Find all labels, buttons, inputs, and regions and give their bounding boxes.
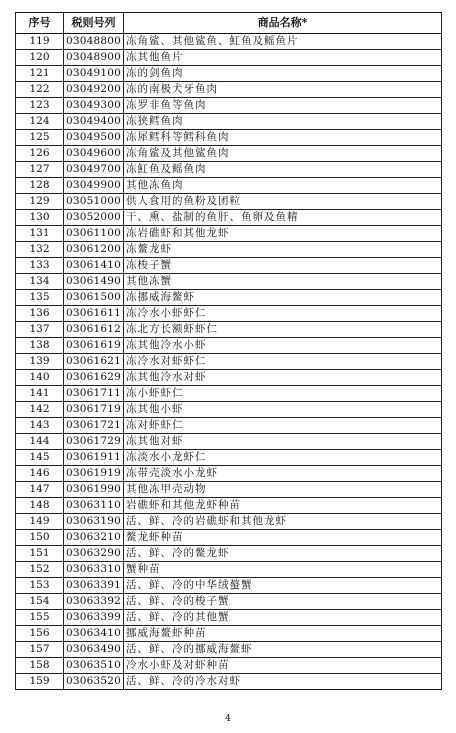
row-name: 冻鳌龙虾 — [124, 242, 442, 258]
row-code: 03063110 — [64, 498, 124, 514]
table-row — [16, 178, 442, 194]
row-code: 03061490 — [64, 274, 124, 290]
table-row — [16, 482, 442, 498]
row-seq: 144 — [16, 434, 64, 450]
table-row — [16, 162, 442, 178]
table-row — [16, 226, 442, 242]
row-seq: 149 — [16, 514, 64, 530]
row-seq: 155 — [16, 610, 64, 626]
row-code: 03063520 — [64, 674, 124, 690]
row-seq: 132 — [16, 242, 64, 258]
row-code: 03049100 — [64, 66, 124, 82]
table-body — [16, 34, 442, 690]
row-code: 03048800 — [64, 34, 124, 50]
row-code: 03063290 — [64, 546, 124, 562]
table-row — [16, 210, 442, 226]
row-code: 03049500 — [64, 130, 124, 146]
table-row — [16, 578, 442, 594]
table-row — [16, 642, 442, 658]
row-name: 冻其他对虾 — [124, 434, 442, 450]
row-seq: 121 — [16, 66, 64, 82]
row-name: 冻岩礁虾和其他龙虾 — [124, 226, 442, 242]
table-row — [16, 34, 442, 50]
page-number: 4 — [225, 714, 231, 724]
row-name: 挪威海鳌虾种苗 — [124, 626, 442, 642]
row-name: 冻小虾虾仁 — [124, 386, 442, 402]
table-row — [16, 82, 442, 98]
row-name: 冻其他冷水小虾 — [124, 338, 442, 354]
row-name: 冻北方长额虾虾仁 — [124, 322, 442, 338]
table-row — [16, 610, 442, 626]
row-name: 蟹种苗 — [124, 562, 442, 578]
row-seq: 140 — [16, 370, 64, 386]
row-seq: 127 — [16, 162, 64, 178]
row-code: 03061500 — [64, 290, 124, 306]
row-name: 冻罗非鱼等鱼肉 — [124, 98, 442, 114]
table-row — [16, 562, 442, 578]
row-seq: 126 — [16, 146, 64, 162]
row-code: 03061911 — [64, 450, 124, 466]
row-code: 03049300 — [64, 98, 124, 114]
row-code: 03061729 — [64, 434, 124, 450]
row-seq: 124 — [16, 114, 64, 130]
row-seq: 137 — [16, 322, 64, 338]
row-name: 活、鲜、冷的冷水对虾 — [124, 674, 442, 690]
row-seq: 139 — [16, 354, 64, 370]
row-name: 活、鲜、冷的其他蟹 — [124, 610, 442, 626]
row-code: 03063490 — [64, 642, 124, 658]
table-row — [16, 66, 442, 82]
row-code: 03063190 — [64, 514, 124, 530]
row-seq: 138 — [16, 338, 64, 354]
row-code: 03061629 — [64, 370, 124, 386]
row-code: 03048900 — [64, 50, 124, 66]
row-seq: 157 — [16, 642, 64, 658]
table-row — [16, 402, 442, 418]
row-name: 冻角鲨及其他鲨鱼肉 — [124, 146, 442, 162]
row-code: 03061200 — [64, 242, 124, 258]
table-row — [16, 130, 442, 146]
row-seq: 145 — [16, 450, 64, 466]
tariff-table-sheet — [15, 12, 441, 690]
row-code: 03061721 — [64, 418, 124, 434]
row-code: 03061919 — [64, 466, 124, 482]
table-row — [16, 466, 442, 482]
row-seq: 120 — [16, 50, 64, 66]
row-code: 03063310 — [64, 562, 124, 578]
table-row — [16, 274, 442, 290]
table-row — [16, 146, 442, 162]
row-seq: 158 — [16, 658, 64, 674]
table-row — [16, 50, 442, 66]
row-seq: 136 — [16, 306, 64, 322]
row-name: 活、鲜、冷的梭子蟹 — [124, 594, 442, 610]
row-seq: 147 — [16, 482, 64, 498]
table-row — [16, 418, 442, 434]
table-row — [16, 498, 442, 514]
row-code: 03061612 — [64, 322, 124, 338]
table-row — [16, 114, 442, 130]
row-name: 其他冻甲壳动物 — [124, 482, 442, 498]
row-code: 03063410 — [64, 626, 124, 642]
row-code: 03061410 — [64, 258, 124, 274]
row-seq: 119 — [16, 34, 64, 50]
row-name: 鳌龙虾种苗 — [124, 530, 442, 546]
row-seq: 156 — [16, 626, 64, 642]
table-row — [16, 594, 442, 610]
row-name: 冻犀鳕科等鳕科鱼肉 — [124, 130, 442, 146]
row-name: 冻的南极犬牙鱼肉 — [124, 82, 442, 98]
row-name: 其他冻鱼肉 — [124, 178, 442, 194]
row-seq: 152 — [16, 562, 64, 578]
row-code: 03063210 — [64, 530, 124, 546]
row-name: 冻其他冷水对虾 — [124, 370, 442, 386]
row-seq: 128 — [16, 178, 64, 194]
row-name: 供人食用的鱼粉及团粒 — [124, 194, 442, 210]
row-name: 冻冷水对虾虾仁 — [124, 354, 442, 370]
table-row — [16, 546, 442, 562]
row-name: 冻狭鳕鱼肉 — [124, 114, 442, 130]
row-name: 活、鲜、冷的鳌龙虾 — [124, 546, 442, 562]
row-seq: 151 — [16, 546, 64, 562]
row-seq: 154 — [16, 594, 64, 610]
table-row — [16, 306, 442, 322]
table-row — [16, 370, 442, 386]
row-code: 03049400 — [64, 114, 124, 130]
row-code: 03061711 — [64, 386, 124, 402]
row-name: 冻冷水小虾虾仁 — [124, 306, 442, 322]
row-code: 03049700 — [64, 162, 124, 178]
row-seq: 135 — [16, 290, 64, 306]
row-name: 岩礁虾和其他龙虾种苗 — [124, 498, 442, 514]
row-code: 03061719 — [64, 402, 124, 418]
table-row — [16, 658, 442, 674]
table-row — [16, 338, 442, 354]
row-code: 03051000 — [64, 194, 124, 210]
row-seq: 125 — [16, 130, 64, 146]
header-row — [16, 13, 442, 34]
table-row — [16, 98, 442, 114]
table-row — [16, 290, 442, 306]
row-seq: 123 — [16, 98, 64, 114]
row-name: 冻带壳淡水小龙虾 — [124, 466, 442, 482]
table-row — [16, 258, 442, 274]
table-row — [16, 242, 442, 258]
row-name: 冻其他小虾 — [124, 402, 442, 418]
row-code: 03061619 — [64, 338, 124, 354]
table-row — [16, 194, 442, 210]
row-code: 03049200 — [64, 82, 124, 98]
row-code: 03061611 — [64, 306, 124, 322]
row-seq: 148 — [16, 498, 64, 514]
table-row — [16, 386, 442, 402]
row-code: 03049600 — [64, 146, 124, 162]
table-row — [16, 434, 442, 450]
row-code: 03061100 — [64, 226, 124, 242]
table-row — [16, 514, 442, 530]
row-code: 03063392 — [64, 594, 124, 610]
tariff-table — [15, 12, 442, 690]
row-name: 冻角鲨、其他鲨鱼、魟鱼及鳐鱼片 — [124, 34, 442, 50]
row-name: 冻挪威海鳌虾 — [124, 290, 442, 306]
row-name: 冻魟鱼及鳐鱼肉 — [124, 162, 442, 178]
row-code: 03061990 — [64, 482, 124, 498]
row-name: 活、鲜、冷的挪威海鳌虾 — [124, 642, 442, 658]
row-code: 03049900 — [64, 178, 124, 194]
table-row — [16, 674, 442, 690]
row-code: 03063399 — [64, 610, 124, 626]
table-row — [16, 450, 442, 466]
row-seq: 150 — [16, 530, 64, 546]
row-code: 03052000 — [64, 210, 124, 226]
row-seq: 159 — [16, 674, 64, 690]
row-seq: 141 — [16, 386, 64, 402]
row-name: 干、熏、盐制的鱼肝、鱼卵及鱼精 — [124, 210, 442, 226]
row-name: 冻对虾虾仁 — [124, 418, 442, 434]
row-seq: 143 — [16, 418, 64, 434]
row-seq: 142 — [16, 402, 64, 418]
row-name: 冻淡水小龙虾仁 — [124, 450, 442, 466]
row-code: 03061621 — [64, 354, 124, 370]
table-row — [16, 530, 442, 546]
header-name: 商品名称* — [124, 13, 442, 34]
row-name: 其他冻蟹 — [124, 274, 442, 290]
row-code: 03063391 — [64, 578, 124, 594]
row-seq: 133 — [16, 258, 64, 274]
row-seq: 129 — [16, 194, 64, 210]
table-row — [16, 626, 442, 642]
header-seq: 序号 — [16, 13, 64, 34]
row-seq: 146 — [16, 466, 64, 482]
row-name: 冷水小虾及对虾种苗 — [124, 658, 442, 674]
row-name: 冻的剑鱼肉 — [124, 66, 442, 82]
row-seq: 122 — [16, 82, 64, 98]
row-name: 活、鲜、冷的中华绒螯蟹 — [124, 578, 442, 594]
header-code: 税则号列 — [64, 13, 124, 34]
row-name: 冻梭子蟹 — [124, 258, 442, 274]
row-seq: 134 — [16, 274, 64, 290]
row-code: 03063510 — [64, 658, 124, 674]
row-name: 冻其他鱼片 — [124, 50, 442, 66]
row-seq: 153 — [16, 578, 64, 594]
row-name: 活、鲜、冷的岩礁虾和其他龙虾 — [124, 514, 442, 530]
table-row — [16, 322, 442, 338]
row-seq: 130 — [16, 210, 64, 226]
table-header — [16, 13, 442, 34]
table-row — [16, 354, 442, 370]
row-seq: 131 — [16, 226, 64, 242]
